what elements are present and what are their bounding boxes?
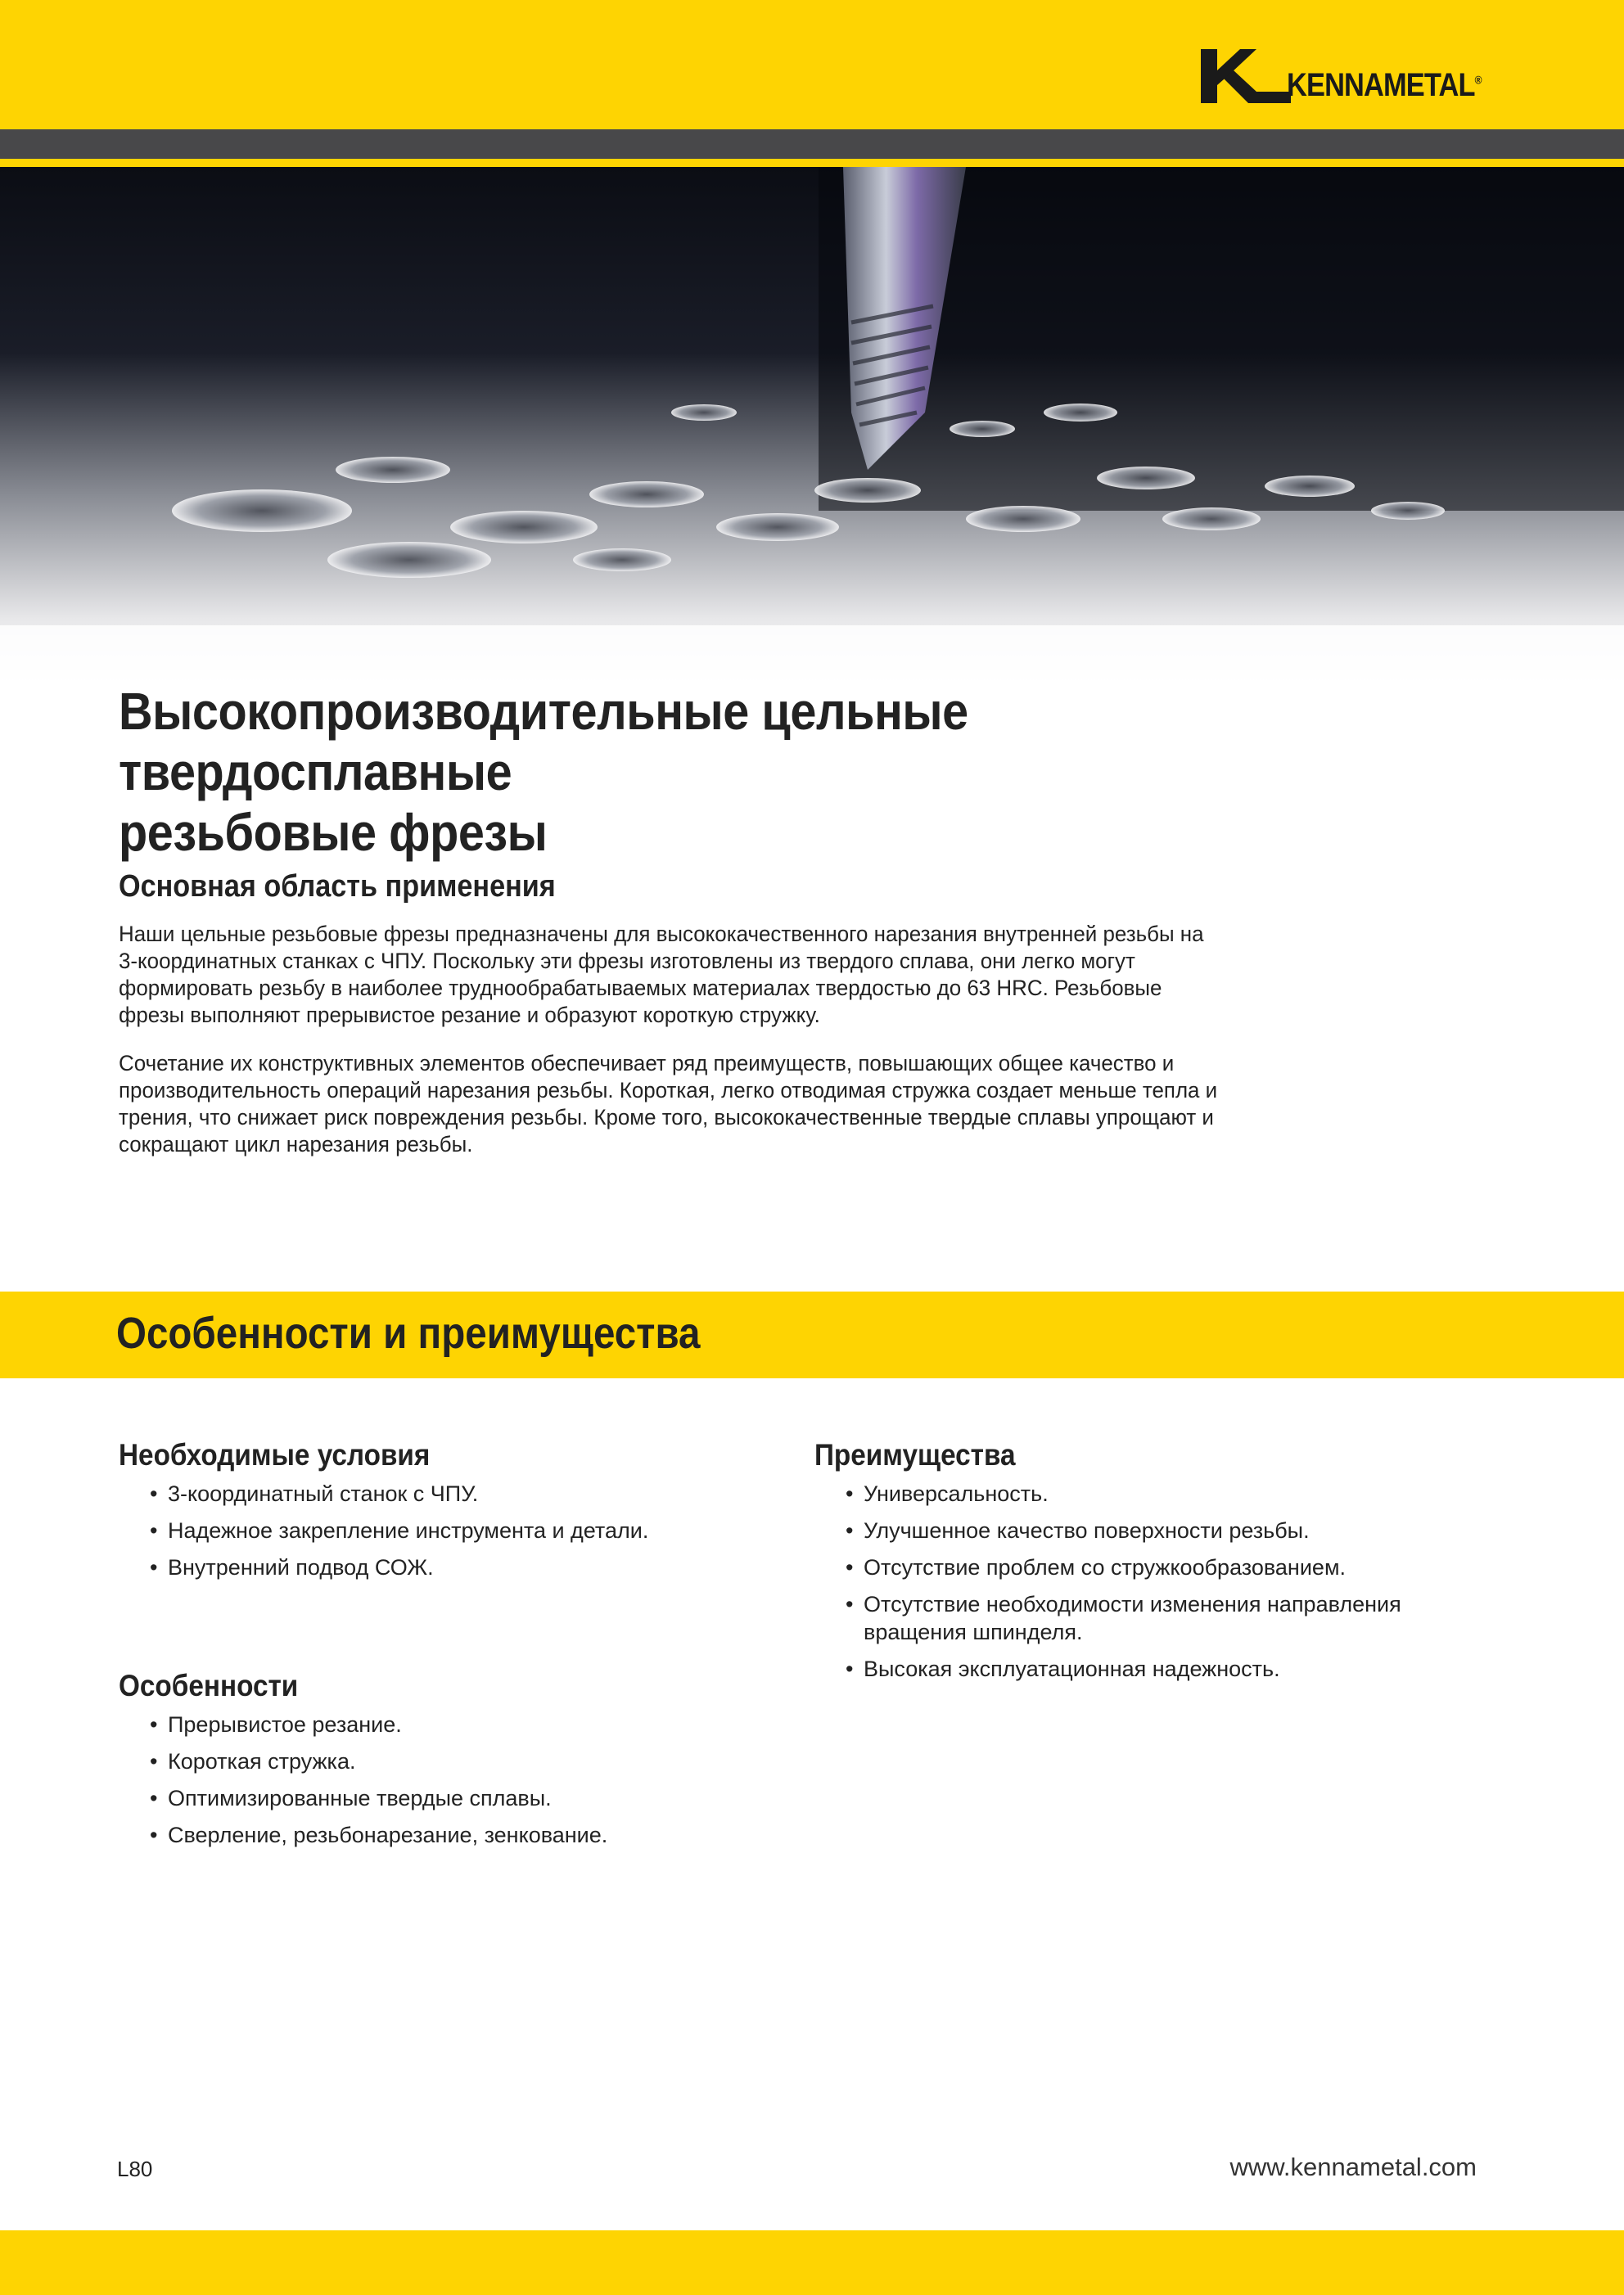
- list-item: • Отсутствие проблем со стружкообразованием.: [846, 1553, 1419, 1581]
- application-heading: Основная область применения: [119, 869, 556, 904]
- list-item: • 3-координатный станок с ЧПУ.: [150, 1480, 788, 1508]
- title-line-2: резьбовые фрезы: [119, 803, 548, 862]
- list-item: • Универсальность.: [846, 1480, 1419, 1508]
- hero-photo: [0, 167, 1624, 699]
- header-gray-stripe: [0, 129, 1624, 159]
- list-item: • Отсутствие необходимости изменения направления вращения шпинделя.: [846, 1590, 1419, 1646]
- list-item: • Оптимизированные твердые сплавы.: [150, 1784, 788, 1812]
- list-item: • Короткая стружка.: [150, 1747, 788, 1775]
- list-item: • Надежное закрепление инструмента и детали.: [150, 1517, 788, 1544]
- title-line-1: Высокопроизводительные цельные твердосплавные: [119, 682, 968, 801]
- footer-band: [0, 2230, 1624, 2295]
- features-band-title: Особенности и преимущества: [116, 1309, 701, 1358]
- list-item: • Улучшенное качество поверхности резьбы.: [846, 1517, 1419, 1544]
- requirements-heading: Необходимые условия: [119, 1438, 431, 1472]
- list-item: • Внутренний подвод СОЖ.: [150, 1553, 788, 1581]
- features-heading: Особенности: [119, 1669, 299, 1702]
- page-title: [119, 681, 1268, 863]
- benefits-heading: Преимущества: [814, 1438, 1016, 1472]
- features-list: [150, 1711, 788, 1858]
- requirements-list: [150, 1480, 788, 1590]
- header-thin-stripe: [0, 159, 1624, 167]
- brand-name: KENNAMETAL®: [1287, 67, 1482, 103]
- features-band: [0, 1292, 1624, 1378]
- page-number: L80: [117, 2157, 153, 2181]
- list-item: • Высокая эксплуатационная надежность.: [846, 1655, 1419, 1683]
- benefits-list: [846, 1480, 1419, 1692]
- list-item: • Сверление, резьбонарезание, зенкование.: [150, 1821, 788, 1849]
- application-paragraph-2: Сочетание их конструктивных элементов обеспечивает ряд преимуществ, повышающих общее качество и производительность операций нарезания резьбы. Короткая, легко отводимая стружка создает меньше тепла и трения, что снижает риск повреждения резьбы. Кроме того, высококачественные твердые сплавы упрощают и сокращают цикл нарезания резьбы.: [119, 1051, 1218, 1157]
- website-link[interactable]: www.kennametal.com: [1229, 2153, 1477, 2181]
- application-paragraph-1: Наши цельные резьбовые фрезы предназначены для высококачественного нарезания внутренней резьбы на 3-координатных станках с ЧПУ. Поскольку эти фрезы изготовлены из твердого сплава, они легко могут формировать резьбу в наиболее труднообрабатываемых материалах твердостью до 63 HRC. Резьбовые фрезы выполняют прерывистое резание и образуют короткую стружку.: [119, 922, 1204, 1027]
- kennametal-k-mark-icon: [1201, 49, 1291, 103]
- kennametal-logo: [1201, 49, 1482, 106]
- drill-photo-illustration: [0, 167, 1624, 699]
- list-item: • Прерывистое резание.: [150, 1711, 788, 1738]
